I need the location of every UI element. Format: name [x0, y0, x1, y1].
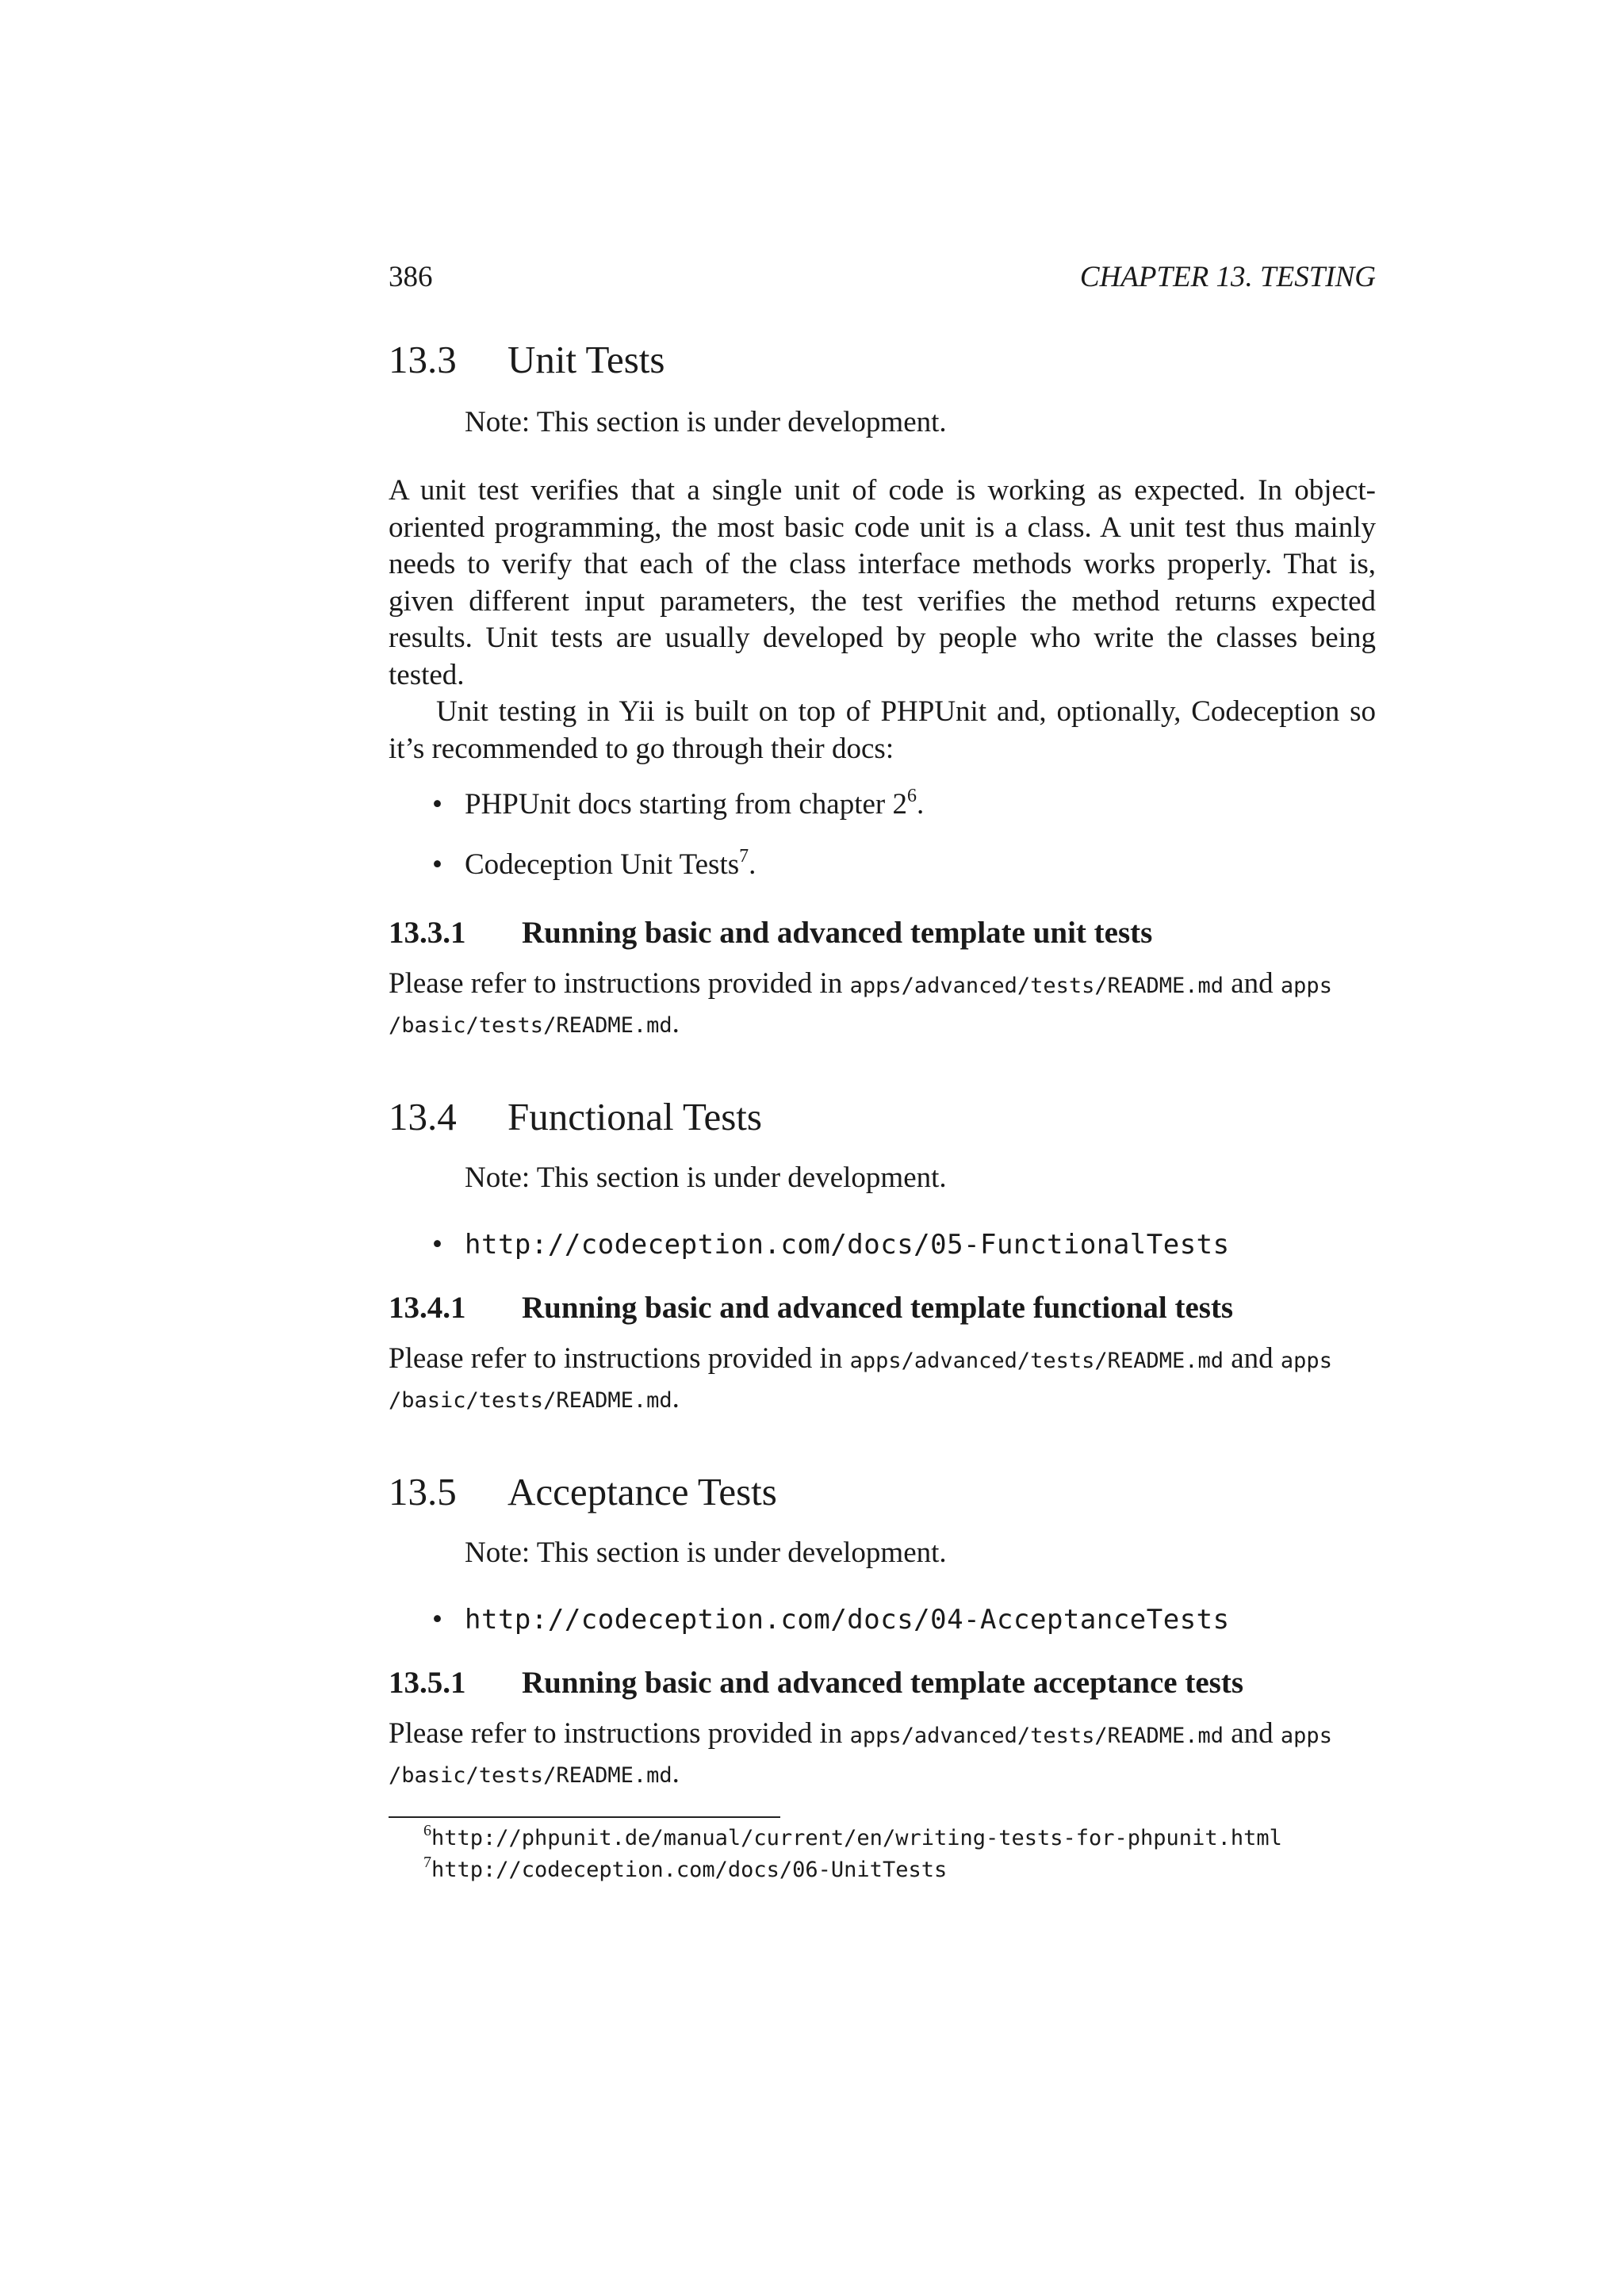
paragraph: Please refer to instructions provided in apps/advanced/tests/README.md and apps /basic/tests/README.md. [389, 967, 1332, 1039]
list-item: • Codeception Unit Tests$^7$. [389, 847, 1376, 883]
bullet-list [389, 1226, 1376, 1263]
footnote-divider [389, 1816, 780, 1818]
section-number: 13.4.1 [389, 1291, 466, 1325]
code-path: /basic/tests/README.md [389, 1012, 672, 1038]
footnotes [389, 1823, 1376, 1886]
code-path: apps [1280, 1349, 1332, 1373]
footnote-mark: 7 [423, 1854, 431, 1871]
section-heading-13-5 [389, 1467, 1376, 1517]
list-item [389, 1226, 1376, 1263]
note: Note: This section is under development. [465, 406, 947, 438]
section-title: Acceptance Tests [508, 1470, 777, 1513]
paragraph: Please refer to instructions provided in apps/advanced/tests/README.md and apps /basic/tests/README.md. [389, 1717, 1332, 1789]
code-path: /basic/tests/README.md [389, 1762, 672, 1788]
bullet-icon: • [432, 1228, 442, 1261]
list-item: • PHPUnit docs starting from chapter $2^6$. [389, 786, 1376, 823]
section-number: 13.3 [389, 338, 457, 381]
section-title: Running basic and advanced template functional tests [522, 1291, 1234, 1325]
bullet-icon: • [432, 1603, 442, 1636]
code-path: apps/advanced/tests/README.md [849, 1349, 1224, 1373]
paragraph: A unit test verifies that a single unit of code is working as expected. In object-oriented programming, the most basic code unit is a class. A unit test thus mainly needs to verify that each of the class interface methods works properly. That is, given different input parameters, the test verifies the method returns expected results. Unit tests are usually developed by people who write the classes being tested. [389, 474, 1376, 691]
link[interactable]: http://codeception.com/docs/04-AcceptanceTests [465, 1604, 1230, 1636]
footnote-ref[interactable]: 6 [907, 786, 917, 806]
section-heading-13-4 [389, 1092, 1376, 1142]
bullet-icon: • [432, 848, 442, 881]
bullet-icon: • [432, 788, 442, 821]
section-number: 13.5 [389, 1470, 457, 1513]
document-page [389, 254, 1376, 1886]
footnote [389, 1823, 1376, 1854]
section-number: 13.5.1 [389, 1666, 466, 1700]
footnote-mark: 6 [423, 1822, 431, 1839]
section-title: Unit Tests [508, 338, 665, 381]
code-path: apps [1280, 974, 1332, 998]
note: Note: This section is under development. [465, 1536, 947, 1569]
running-title: CHAPTER 13. TESTING [1079, 261, 1376, 293]
code-path: apps/advanced/tests/README.md [849, 1724, 1224, 1748]
footnote-ref[interactable]: 7 [739, 846, 749, 867]
footnote-url[interactable]: http://codeception.com/docs/06-UnitTests [431, 1858, 948, 1882]
bullet-list [389, 1601, 1376, 1638]
code-path: apps [1280, 1724, 1332, 1748]
bullet-list [389, 786, 1376, 883]
section-title: Running basic and advanced template acceptance tests [522, 1666, 1244, 1700]
subsection-heading-13-4-1 [389, 1287, 1376, 1330]
footnote-url[interactable]: http://phpunit.de/manual/current/en/writing-tests-for-phpunit.html [431, 1826, 1282, 1850]
page-header [389, 254, 1376, 295]
paragraph: Unit testing in Yii is built on top of PHPUnit and, optionally, Codeception so it’s recommended to go through their docs: [389, 695, 1376, 765]
section-heading-13-3 [389, 335, 1376, 385]
list-item [389, 1601, 1376, 1638]
section-number: 13.4 [389, 1095, 457, 1138]
footnote [389, 1854, 1376, 1886]
code-path: apps/advanced/tests/README.md [849, 974, 1224, 998]
code-path: /basic/tests/README.md [389, 1387, 672, 1413]
paragraph: Please refer to instructions provided in apps/advanced/tests/README.md and apps /basic/tests/README.md. [389, 1342, 1332, 1414]
note: Note: This section is under development. [465, 1161, 947, 1194]
section-title: Running basic and advanced template unit tests [522, 916, 1153, 950]
section-title: Functional Tests [508, 1095, 762, 1138]
section-number: 13.3.1 [389, 916, 466, 950]
subsection-heading-13-5-1 [389, 1662, 1376, 1705]
page-number: 386 [389, 261, 433, 293]
subsection-heading-13-3-1 [389, 912, 1376, 955]
link[interactable]: http://codeception.com/docs/05-FunctionalTests [465, 1229, 1230, 1261]
